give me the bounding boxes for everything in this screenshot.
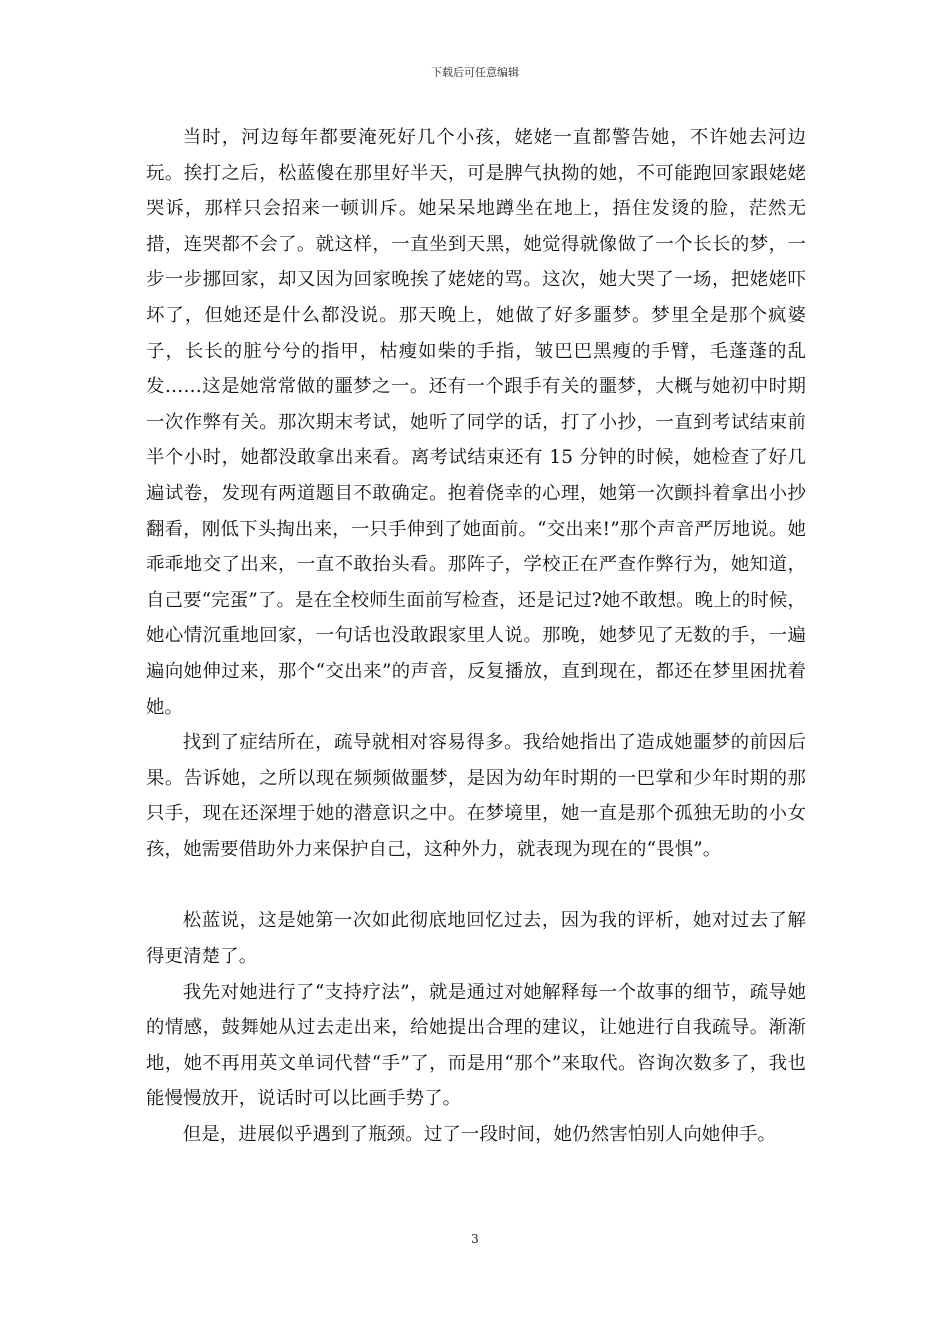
paragraph: 但是，进展似乎遇到了瓶颈。过了一段时间，她仍然害怕别人向她伸手。: [182, 1124, 777, 1146]
paragraph: 松蓝说，这是她第一次如此彻底地回忆过去，因为我的评析，她对过去了解得更清楚了。: [146, 910, 806, 968]
paragraph: 我先对她进行了“支持疗法”，就是通过对她解释每一个故事的细节，疏导她的情感，鼓舞她从过去走出来，给她提出合理的建议，让她进行自我疏导。渐渐地，她不再用英文单词代替“手”了，而是用“那个”来取代。咨询次数多了，我也能慢慢放开，说话时可以比画手势了。: [146, 981, 806, 1110]
paragraph: 当时，河边每年都要淹死好几个小孩，姥姥一直都警告她，不许她去河边玩。挨打之后，松蓝傻在那里好半天，可是脾气执拗的她，不可能跑回家跟姥姥哭诉，那样只会招来一顿训斥。她呆呆地蹲坐在地上，捂住发烫的脸，茫然无措，连哭都不会了。就这样，一直坐到天黑，她觉得就像做了一个长长的梦，一步一步挪回家，却又因为回家晚挨了姥姥的骂。这次，她大哭了一场，把姥姥吓坏了，但她还是什么都没说。那天晚上，她做了好多噩梦。梦里全是那个疯婆子，长长的脏兮兮的指甲，枯瘦如柴的手指，皱巴巴黑瘦的手臂，毛蓬蓬的乱发……这是她常常做的噩梦之一。还有一个跟手有关的噩梦，大概与她初中时期一次作弊有关。那次期末考试，她听了同学的话，打了小抄，一直到考试结束前半个小时，她都没敢拿出来看。离考试结束还有 15 分钟的时候，她检查了好几遍试卷，发现有两道题目不敢确定。抱着侥幸的心理，她第一次颤抖着拿出小抄翻看，刚低下头掏出来，一只手伸到了她面前。“交出来!”那个声音严厉地说。她乖乖地交了出来，一直不敢抬头看。那阵子，学校正在严查作弊行为，她知道，自己要“完蛋”了。是在全校师生面前写检查，还是记过?她不敢想。晚上的时候，她心情沉重地回家，一句话也没敢跟家里人说。那晚，她梦见了无数的手，一遍遍向她伸过来，那个“交出来”的声音，反复播放，直到现在，都还在梦里困扰着她。: [146, 127, 806, 718]
document-body: [146, 120, 806, 1153]
page-header: 下载后可任意编辑: [431, 66, 519, 79]
page-number: 3: [471, 1232, 479, 1246]
paragraph: 找到了症结所在，疏导就相对容易得多。我给她指出了造成她噩梦的前因后果。告诉她，之所以现在频频做噩梦，是因为幼年时期的一巴掌和少年时期的那只手，现在还深埋于她的潜意识之中。在梦境里，她一直是那个孤独无助的小女孩，她需要借助外力来保护自己，这种外力，就表现为现在的“畏惧”。: [146, 732, 806, 860]
